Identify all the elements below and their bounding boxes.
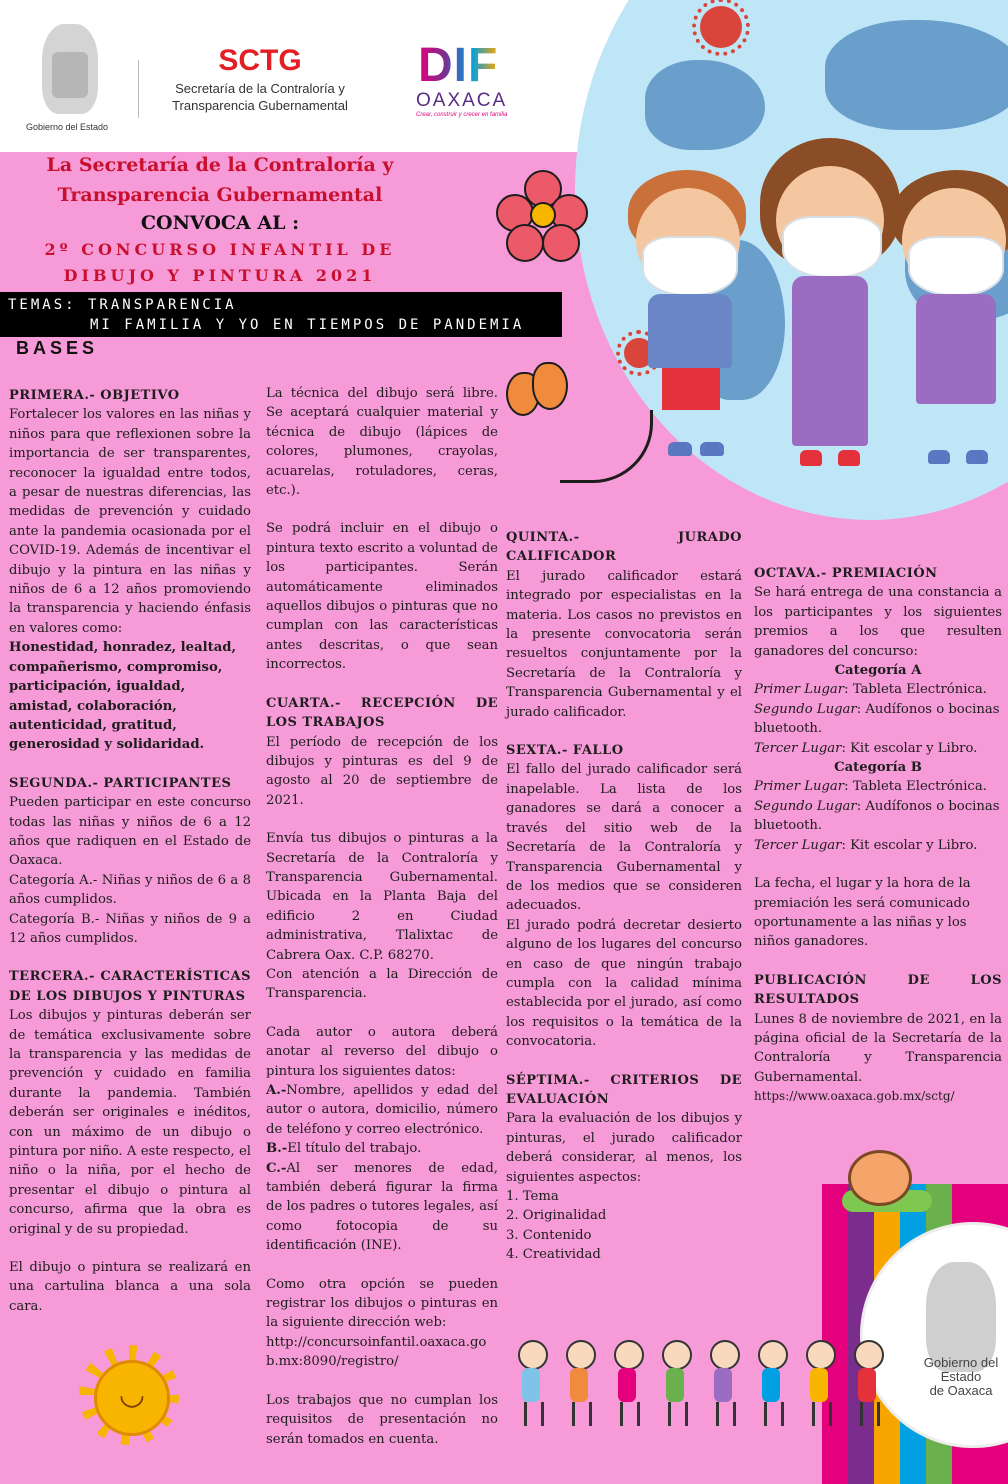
paragraph: El fallo del jurado calificador será inapelable. La lista de los ganadores se dará a conocer a través del sitio web de la Secretaría de la Contraloría y Transparencia Gubernamental y de los medios que se consideren adecuados. xyxy=(506,762,742,914)
title-line3: CONVOCA AL : xyxy=(140,212,300,234)
paragraph: Cada autor o autora deberá anotar al reverso del dibujo o pintura los siguientes datos: xyxy=(266,1024,498,1079)
title-line5: DIBUJO Y PINTURA 2021 xyxy=(63,266,377,285)
butterfly-icon xyxy=(506,358,566,428)
paragraph: La fecha, el lugar y la hora de la premiación les será comunicado oportunamente a las niñas y los niños ganadores. xyxy=(754,876,971,950)
snail-icon xyxy=(848,1150,912,1206)
criteria-item: 2. Originalidad xyxy=(506,1208,607,1224)
dif-logo: DIF xyxy=(418,39,499,92)
paragraph: El jurado podrá decretar desierto alguno de los lugares del concurso en caso de que ningún trabajo cumpla con la calidad mínima establecida por el jurado, así como los requisitos o la temática de la convocatoria. xyxy=(506,917,742,1050)
column-2 xyxy=(266,384,498,1449)
paragraph: Fortalecer los valores en las niñas y niños para que reflexionen sobre la importancia de ser transparentes, reconocer la igualdad entre todos, a pesar de nuestras diferencias, las medidas de prevención y cuidado ante la pandemia ocasionada por el COVID-19. Además de incentivar el dibujo y la pintura en las niñas y niños de 6 a 12 años promoviendo la transparencia y haciendo énfasis en valores como: xyxy=(9,407,251,636)
section-heading: PUBLICACIÓN DE LOS RESULTADOS xyxy=(754,972,1002,1008)
results-link[interactable]: https://www.oaxaca.gob.mx/sctg/ xyxy=(754,1089,955,1104)
paragraph: Los dibujos y pinturas deberán ser de temática exclusivamente sobre la transparencia y las medidas de prevención y cuidado en familia durante la pandemia. También deberán ser originales e inéditos, con un máximo de un dibujo o pintura por niño. A este respecto, el niño o la niña, por el hecho de presentar el dibujo o pintura al concurso, afirma que la obra es original y de su propiedad. xyxy=(9,1008,251,1237)
sctg-full-name: Secretaría de la Contraloría y Transparencia Gubernamental xyxy=(172,81,348,113)
section-heading: QUINTA.- JURADO CALIFICADOR xyxy=(506,530,742,565)
category-a-heading: Categoría A xyxy=(834,663,922,679)
section-heading: OCTAVA.- PREMIACIÓN xyxy=(754,566,938,581)
coat-of-arms-icon xyxy=(42,24,98,114)
paragraph: Para la evaluación de los dibujos y pinturas, el jurado calificador deberá considerar, al menos, los siguientes aspectos: xyxy=(506,1111,742,1185)
paragraph: Con atención a la Dirección de Transparencia. xyxy=(266,966,498,1002)
paragraph: Pueden participar en este concurso todas las niñas y niños de 6 a 12 años que radiquen en el Estado de Oaxaca. xyxy=(9,795,251,869)
themes-line1: TEMAS: TRANSPARENCIA xyxy=(8,297,237,313)
paragraph: Como otra opción se pueden registrar los dibujos o pinturas en la siguiente dirección web: xyxy=(266,1276,498,1331)
registration-link[interactable]: http://concursoinfantil.oaxaca.gob.mx:8090/registro/ xyxy=(266,1334,487,1370)
themes-bar xyxy=(0,292,562,337)
section-heading: SÉPTIMA.- CRITERIOS DE EVALUACIÓN xyxy=(506,1072,742,1107)
category-b-heading: Categoría B xyxy=(834,760,922,776)
column-4 xyxy=(754,564,1002,1107)
prize-item: Segundo Lugar: Audífonos o bocinas bluetooth. xyxy=(754,798,1000,834)
sun-icon: ◡ xyxy=(94,1360,170,1436)
title-line1: La Secretaría de la Contraloría y xyxy=(46,154,394,176)
paragraph: Categoría A.- Niñas y niños de 6 a 8 años cumplidos. xyxy=(9,872,251,908)
paragraph: El jurado calificador estará integrado por especialistas en la materia. Los casos no previstos en la presente convocatoria serán resueltos conjuntamente por la Secretaría de la Contraloría y Transparencia Gubernamental y el jurado calificador. xyxy=(506,568,742,720)
gov-logo-text: Gobierno del Estado xyxy=(26,122,109,132)
criteria-item: 3. Contenido xyxy=(506,1227,592,1243)
paragraph: Se podrá incluir en el dibujo o pintura texto escrito a voluntad de los participantes. Serán automáticamente eliminados aquellos dibujos o pinturas que no cumplan con las características antes descritas, o que sean incorrectos. xyxy=(266,521,498,673)
sctg-logo: SCTG xyxy=(218,44,302,77)
section-heading: TERCERA.- CARACTERÍSTICAS DE LOS DIBUJOS Y PINTURAS xyxy=(9,969,251,1004)
section-heading: CUARTA.- RECEPCIÓN DE LOS TRABAJOS xyxy=(266,695,498,731)
paragraph: La técnica del dibujo será libre. Se aceptará cualquier material y técnica de dibujo (lápices de colores, plumones, crayolas, acuarelas, rotuladores, ceras, etc.). xyxy=(266,386,498,499)
title-line4: 2º CONCURSO INFANTIL DE xyxy=(44,240,396,259)
title-line2: Transparencia Gubernamental xyxy=(57,184,383,206)
paragraph: El dibujo o pintura se realizará en una cartulina blanca a una sola cara. xyxy=(9,1260,251,1314)
prize-item: Tercer Lugar: Kit escolar y Libro. xyxy=(754,837,978,853)
themes-line2: MI FAMILIA Y YO EN TIEMPOS DE PANDEMIA xyxy=(90,317,525,333)
list-item: A.-Nombre, apellidos y edad del autor o autora, domicilio, número de teléfono y correo electrónico. xyxy=(266,1083,498,1137)
section-heading: SEXTA.- FALLO xyxy=(506,743,624,759)
criteria-item: 1. Tema xyxy=(506,1189,559,1204)
prize-item: Tercer Lugar: Kit escolar y Libro. xyxy=(754,740,978,756)
bases-heading: BASES xyxy=(16,338,99,358)
prize-item: Primer Lugar: Tableta Electrónica. xyxy=(754,682,987,698)
prize-item: Primer Lugar: Tableta Electrónica. xyxy=(754,779,987,795)
column-3 xyxy=(506,528,742,1265)
section-heading: PRIMERA.- OBJETIVO xyxy=(9,388,180,403)
paragraph: Se hará entrega de una constancia a los participantes y los siguientes premios a los que resulten ganadores del concurso: xyxy=(754,585,1002,659)
virus-icon xyxy=(700,6,742,48)
list-item: B.-El título del trabajo. xyxy=(266,1141,422,1157)
paragraph: El período de recepción de los dibujos y pinturas es del 9 de agosto al 20 de septiembre de 2021. xyxy=(266,734,498,808)
prize-item: Segundo Lugar: Audífonos o bocinas bluetooth. xyxy=(754,701,1000,737)
dif-state: OAXACA xyxy=(416,90,508,111)
flower-icon xyxy=(496,170,586,260)
paragraph: Los trabajos que no cumplan los requisitos de presentación no serán tomados en cuenta. xyxy=(266,1392,498,1447)
criteria-item: 4. Creatividad xyxy=(506,1247,601,1263)
dif-tagline: Crear, construir y crecer en familia xyxy=(416,112,508,118)
section-heading: SEGUNDA.- PARTICIPANTES xyxy=(9,775,232,791)
paragraph: Categoría B.- Niñas y niños de 9 a 12 años cumplidos. xyxy=(9,911,251,946)
butterfly-trail xyxy=(560,410,653,483)
column-1 xyxy=(9,386,251,1316)
logo-divider xyxy=(138,60,139,118)
paragraph: Envía tus dibujos o pinturas a la Secretaría de la Contraloría y Transparencia Gubernamental. Ubicada en la Planta Baja del edificio 2 en Ciudad administrativa, Tlalixtac de Cabrera Oax. C.P. 68270. xyxy=(266,831,498,963)
seal-text: Gobierno del Estado de Oaxaca xyxy=(923,1355,999,1398)
children-row-illustration xyxy=(516,1340,896,1430)
paragraph: Lunes 8 de noviembre de 2021, en la página oficial de la Secretaría de la Contraloría y Transparencia Gubernamental. xyxy=(754,1011,1002,1085)
list-item: C.-Al ser menores de edad, también deberá figurar la firma de los padres o tutores legales, así como fotocopia de su identificación (INE). xyxy=(266,1160,498,1254)
values-list: Honestidad, honradez, lealtad, compañerismo, compromiso, participación, igualdad, amistad, colaboración, autenticidad, gratitud, generosidad y solidaridad. xyxy=(9,640,237,753)
